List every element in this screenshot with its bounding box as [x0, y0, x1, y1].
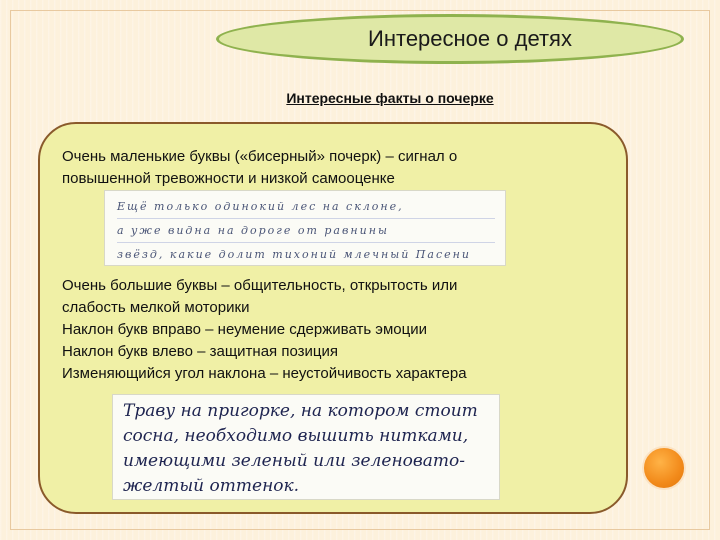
title-banner — [216, 14, 684, 64]
paragraph-line: Изменяющийся угол наклона – неустойчивость характера — [62, 365, 467, 382]
handwriting-sample-large — [112, 394, 500, 500]
decorative-orange-circle — [642, 446, 686, 490]
handwriting-sample-small — [104, 190, 506, 266]
paragraph-small-letters — [62, 146, 457, 190]
slide-title: Интересное о детях — [368, 26, 572, 51]
paragraph-line: Наклон букв влево – защитная позиция — [62, 343, 338, 360]
handwriting-line: а уже видна на дороге от равнины — [117, 219, 495, 243]
paragraph-line: Очень большие буквы – общительность, открытость или — [62, 277, 458, 294]
slide-subtitle: Интересные факты о почерке — [286, 90, 494, 106]
paragraph-line: Наклон букв вправо – неумение сдерживать эмоции — [62, 321, 427, 338]
paragraph-line: Очень маленькие буквы («бисерный» почерк) – сигнал о — [62, 148, 458, 165]
handwriting-line: имеющими зеленый или зеленовато- — [123, 451, 466, 471]
handwriting-line: Ещё только одинокий лес на склоне, — [117, 195, 495, 219]
handwriting-line: сосна, необходимо вышить нитками, — [123, 426, 469, 446]
paragraph-handwriting-facts — [62, 275, 467, 385]
handwriting-line: Траву на пригорке, на котором стоит — [123, 401, 478, 421]
handwriting-line: звёзд, какие долит тихоний млечный Пасени — [117, 243, 495, 266]
paragraph-line: слабость мелкой моторики — [62, 299, 250, 316]
paragraph-line: повышенной тревожности и низкой самооценке — [62, 170, 395, 187]
handwriting-line: желтый оттенок. — [123, 476, 300, 496]
